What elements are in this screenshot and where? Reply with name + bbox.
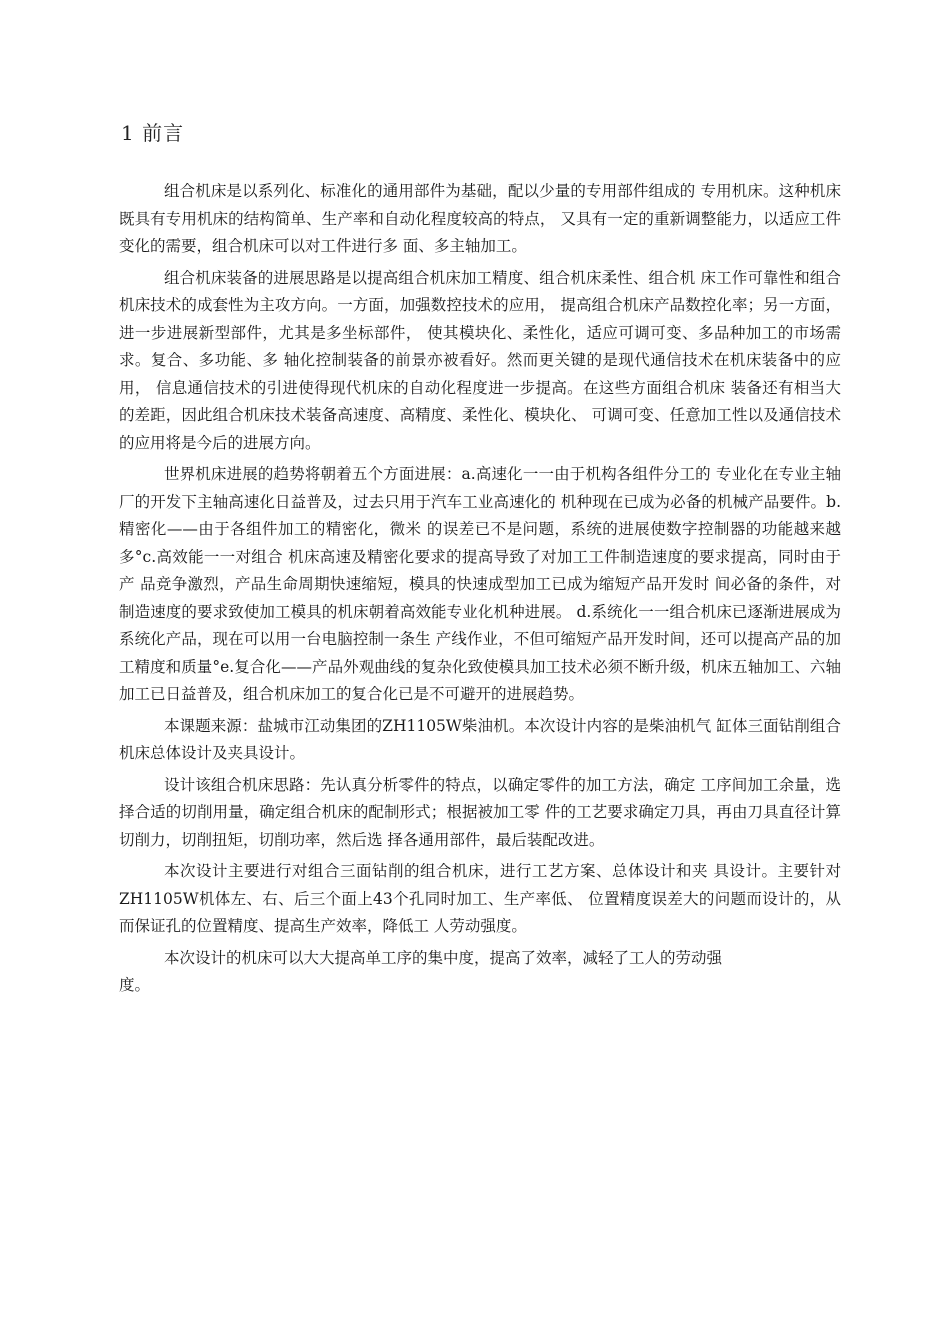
paragraph-conclusion: 本次设计的机床可以大大提高单工序的集中度，提高了效率，减轻了工人的劳动强度。 <box>119 948 722 994</box>
paragraph-design-scope: 本次设计主要进行对组合三面钻削的组合机床，进行工艺方案、总体设计和夹 具设计。主要针对ZH1105W机体左、右、后三个面上43个孔同时加工、生产率低、 位置精度误差大的问题而设计的，从而保证孔的位置精度、提高生产效率，降低工 人劳动强度。 <box>119 862 841 935</box>
paragraph-intro: 组合机床是以系列化、标准化的通用部件为基础，配以少量的专用部件组成的 专用机床。这种机床既具有专用机床的结构简单、生产率和自动化程度较高的特点， 又具有一定的重新调整能力，以适应工件变化的需要，组合机床可以对工件进行多 面、多主轴加工。 <box>119 182 841 255</box>
paragraph-world-trends: 世界机床进展的趋势将朝着五个方面进展：a.高速化一一由于机构各组件分工的 专业化在专业主轴厂的开发下主轴高速化日益普及，过去只用于汽车工业高速化的 机种现在已成为必备的机械产品要件。b.精密化——由于各组件加工的精密化，微米 的误差已不是问题，系统的进展使数字控制器的功能越来越多°c.高效能一一对组合 机床高速及精密化要求的提高导致了对加工工件制造速度的要求提高，同时由于产 品竞争激烈，产品生命周期快速缩短，模具的快速成型加工已成为缩短产品开发时 间必备的条件，对制造速度的要求致使加工模具的机床朝着高效能专业化机种进展。 d.系统化一一组合机床已逐渐进展成为系统化产品，现在可以用一台电脑控制一条生 产线作业，不但可缩短产品开发时间，还可以提高产品的加工精度和质量°e.复合化——产品外观曲线的复杂化致使模具加工技术必须不断升级，机床五轴加工、六轴 加工已日益普及，组合机床加工的复合化已是不可避开的进展趋势。 <box>119 465 841 703</box>
paragraph-topic-source: 本课题来源：盐城市江动集团的ZH1105W柴油机。本次设计内容的是柴油机气 缸体三面钻削组合机床总体设计及夹具设计。 <box>119 716 841 762</box>
section-heading: 1 前言 <box>121 121 185 145</box>
paragraph-design-approach: 设计该组合机床思路：先认真分析零件的特点，以确定零件的加工方法，确定 工序间加工余量，选择合适的切削用量，确定组合机床的配制形式；根据被加工零 件的工艺要求确定刀具，再由刀具直径计算切削力，切削扭矩，切削功率，然后选 择各通用部件，最后装配改进。 <box>119 775 841 849</box>
body-text <box>119 178 841 1004</box>
paragraph-development-approach: 组合机床装备的进展思路是以提高组合机床加工精度、组合机床柔性、组合机 床工作可靠性和组合机床技术的成套性为主攻方向。一方面，加强数控技术的应用， 提高组合机床产品数控化率；另一方面，进一步进展新型部件，尤其是多坐标部件， 使其模块化、柔性化，适应可调可变、多品种加工的市场需求。复合、多功能、多 轴化控制装备的前景亦被看好。然而更关键的是现代通信技术在机床装备中的应用， 信息通信技术的引进使得现代机床的自动化程度进一步提高。在这些方面组合机床 装备还有相当大的差距，因此组合机床技术装备高速度、高精度、柔性化、模块化、 可调可变、任意加工性以及通信技术的应用将是今后的进展方向。 <box>119 268 841 452</box>
